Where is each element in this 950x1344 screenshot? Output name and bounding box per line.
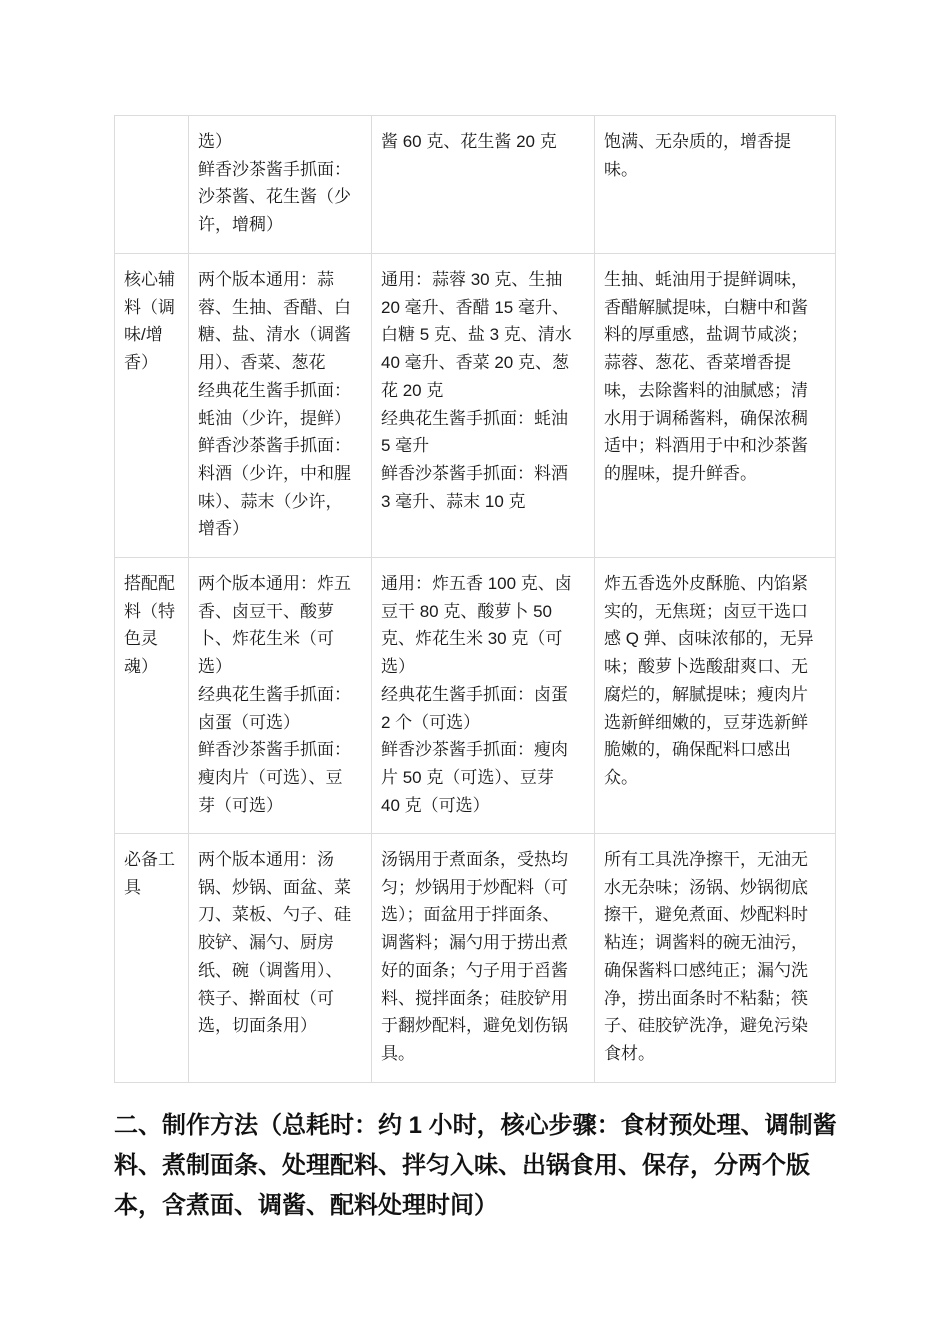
section-heading: 二、制作方法（总耗时：约 1 小时，核心步骤：食材预处理、调制酱料、煮制面条、处理配料、拌匀入味、出锅食用、保存，分两个版本，含煮面、调酱、配料处理时间） <box>114 1112 837 1219</box>
category-cell <box>115 116 189 254</box>
ingredient-cell: 两个版本通用：炸五 香、卤豆干、酸萝 卜、炸花生米（可 选） 经典花生酱手抓面： 卤蛋（可选） 鲜香沙茶酱手抓面： 瘦肉片（可选）、豆 芽（可选） <box>189 558 372 834</box>
table-row <box>115 254 836 558</box>
category-cell: 搭配配 料（特 色灵 魂） <box>115 558 189 834</box>
category-cell: 必备工 具 <box>115 834 189 1083</box>
note-cell: 炸五香选外皮酥脆、内馅紧 实的，无焦斑；卤豆干选口 感 Q 弹、卤味浓郁的，无异 味；酸萝卜选酸甜爽口、无 腐烂的，解腻提味；瘦肉片 选新鲜细嫩的，豆芽选新鲜 脆嫩的，确保配料口感出 众。 <box>595 558 836 834</box>
table-row <box>115 116 836 254</box>
table-row <box>115 834 836 1083</box>
note-cell: 所有工具洗净擦干，无油无 水无杂味；汤锅、炒锅彻底 擦干，避免煮面、炒配料时 粘连；调酱料的碗无油污， 确保酱料口感纯正；漏勺洗 净，捞出面条时不粘黏；筷 子、硅胶铲洗净，避免污染 食材。 <box>595 834 836 1083</box>
table-row <box>115 558 836 834</box>
quantity-cell: 通用：蒜蓉 30 克、生抽 20 毫升、香醋 15 毫升、 白糖 5 克、盐 3 克、清水 40 毫升、香菜 20 克、葱 花 20 克 经典花生酱手抓面：蚝油 5 毫升 鲜香沙茶酱手抓面：料酒 3 毫升、蒜末 10 克 <box>372 254 595 558</box>
ingredient-cell: 两个版本通用：蒜 蓉、生抽、香醋、白 糖、盐、清水（调酱 用）、香菜、葱花 经典花生酱手抓面： 蚝油（少许，提鲜） 鲜香沙茶酱手抓面： 料酒（少许，中和腥 味）、蒜末（少许， 增香） <box>189 254 372 558</box>
quantity-cell: 酱 60 克、花生酱 20 克 <box>372 116 595 254</box>
ingredient-cell: 两个版本通用：汤 锅、炒锅、面盆、菜 刀、菜板、勺子、硅 胶铲、漏勺、厨房 纸、碗（调酱用）、 筷子、擀面杖（可 选，切面条用） <box>189 834 372 1083</box>
note-cell: 饱满、无杂质的，增香提 味。 <box>595 116 836 254</box>
category-cell: 核心辅 料（调 味/增 香） <box>115 254 189 558</box>
quantity-cell: 汤锅用于煮面条，受热均 匀；炒锅用于炒配料（可 选）；面盆用于拌面条、 调酱料；漏勺用于捞出煮 好的面条；勺子用于舀酱 料、搅拌面条；硅胶铲用 于翻炒配料，避免划伤锅 具。 <box>372 834 595 1083</box>
ingredient-cell: 选） 鲜香沙茶酱手抓面： 沙茶酱、花生酱（少 许，增稠） <box>189 116 372 254</box>
note-cell: 生抽、蚝油用于提鲜调味， 香醋解腻提味，白糖中和酱 料的厚重感，盐调节咸淡； 蒜蓉、葱花、香菜增香提 味，去除酱料的油腻感；清 水用于调稀酱料，确保浓稠 适中；料酒用于中和沙茶酱 的腥味，提升鲜香。 <box>595 254 836 558</box>
quantity-cell: 通用：炸五香 100 克、卤 豆干 80 克、酸萝卜 50 克、炸花生米 30 克（可 选） 经典花生酱手抓面：卤蛋 2 个（可选） 鲜香沙茶酱手抓面：瘦肉 片 50 克（可选）、豆芽 40 克（可选） <box>372 558 595 834</box>
ingredients-table <box>114 115 836 1083</box>
